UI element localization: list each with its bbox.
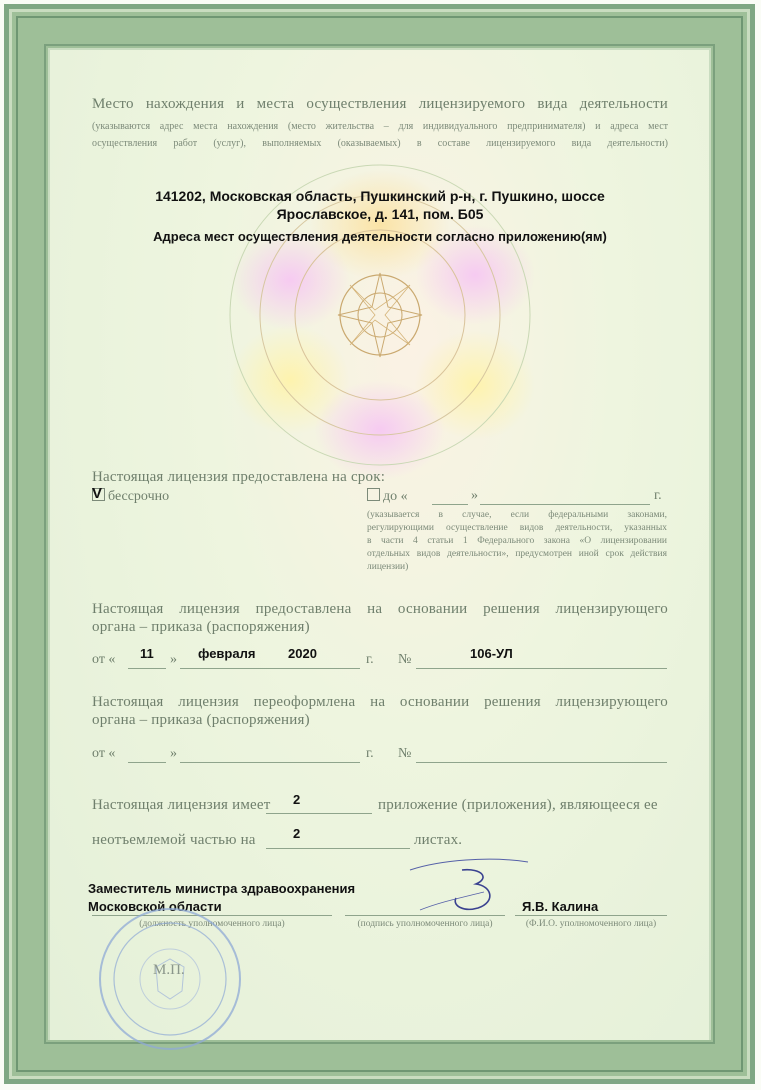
term-note-3: в части 4 статьи 1 Федерального закона «О лицензировании xyxy=(367,536,667,546)
position-line-2: Московской области xyxy=(88,899,222,914)
reissue-day-line xyxy=(128,762,166,763)
basis-year: 2020 xyxy=(288,646,317,661)
until-quote-close: » xyxy=(471,488,478,503)
basis-quote-close: » xyxy=(170,652,177,667)
term-note-5: лицензии) xyxy=(367,562,409,572)
term-until xyxy=(367,488,408,505)
sheets-label: листах. xyxy=(414,832,463,848)
signer-name: Я.В. Калина xyxy=(522,899,599,914)
basis-day-line xyxy=(128,668,166,669)
reissue-title-1: Настоящая лицензия переоформлена на основании решения лицензирующего xyxy=(92,694,668,710)
appendix-count: 2 xyxy=(293,792,301,807)
signature-caption: (подпись уполномоченного лица) xyxy=(357,919,493,929)
position-line-1: Заместитель министра здравоохранения xyxy=(88,881,356,896)
sheet-count: 2 xyxy=(293,826,301,841)
basis-title-2: органа – приказа (распоряжения) xyxy=(92,619,310,635)
sheet-count-line xyxy=(266,848,410,849)
appendix-label: приложение (приложения), являющееся ее xyxy=(378,797,658,813)
appendix-part-label: неотъемлемой частью на xyxy=(92,832,256,848)
term-note-2: регулирующими осуществление видов деятельности, указанных xyxy=(367,523,667,533)
stamp-label: М.П. xyxy=(153,962,185,978)
address-line-1: 141202, Московская область, Пушкинский р-н, г. Пушкино, шоссе xyxy=(155,188,605,204)
term-indefinite xyxy=(92,488,169,505)
appendix-has-label: Настоящая лицензия имеет xyxy=(92,797,271,813)
reissue-number-label: № xyxy=(398,746,412,761)
reissue-from-label: от « xyxy=(92,746,116,761)
location-subtitle-2: осуществления работ (услуг), выполняемых (оказываемых) в составе лицензируемого вида деятельности) xyxy=(92,138,668,149)
indefinite-label: бессрочно xyxy=(108,489,170,504)
basis-year-suffix: г. xyxy=(366,652,374,667)
handwritten-signature xyxy=(400,852,535,922)
name-line xyxy=(515,915,667,916)
checkmark-v: V xyxy=(92,485,103,502)
address-line-2: Ярославское, д. 141, пом. Б05 xyxy=(276,206,484,222)
reissue-year-suffix: г. xyxy=(366,746,374,761)
basis-title-1: Настоящая лицензия предоставлена на основании решения лицензирующего xyxy=(92,601,668,617)
basis-number-label: № xyxy=(398,652,412,667)
reissue-date-line xyxy=(180,762,360,763)
until-checkbox xyxy=(367,488,380,501)
location-subtitle-1: (указываются адрес места нахождения (место жительства – для индивидуального предпринимателя) и адреса мест xyxy=(92,121,668,132)
until-label: до « xyxy=(383,489,408,504)
basis-number-line xyxy=(416,668,667,669)
basis-day: 11 xyxy=(140,646,154,661)
reissue-title-2: органа – приказа (распоряжения) xyxy=(92,712,310,728)
basis-month: февраля xyxy=(198,646,256,661)
term-title: Настоящая лицензия предоставлена на срок: xyxy=(92,469,386,485)
until-year-suffix: г. xyxy=(654,488,662,503)
basis-from-label: от « xyxy=(92,652,116,667)
until-date-line xyxy=(480,504,650,505)
official-stamp xyxy=(96,905,244,1053)
location-title: Место нахождения и места осуществления лицензируемого вида деятельности xyxy=(92,96,668,112)
term-note-1: (указывается в случае, если федеральными законами, xyxy=(367,510,667,520)
name-caption: (Ф.И.О. уполномоченного лица) xyxy=(525,919,657,929)
guilloche-rosette xyxy=(195,155,565,485)
position-caption: (должность уполномоченного лица) xyxy=(139,919,285,929)
reissue-quote-close: » xyxy=(170,746,177,761)
appendix-count-line xyxy=(266,813,372,814)
until-day-line xyxy=(432,504,468,505)
basis-number: 106-УЛ xyxy=(470,646,513,661)
reissue-number-line xyxy=(416,762,667,763)
basis-date-line xyxy=(180,668,360,669)
term-note-4: отдельных видов деятельности», предусмотрен иной срок действия xyxy=(367,549,667,559)
address-note: Адреса мест осуществления деятельности согласно приложению(ям) xyxy=(153,229,607,244)
